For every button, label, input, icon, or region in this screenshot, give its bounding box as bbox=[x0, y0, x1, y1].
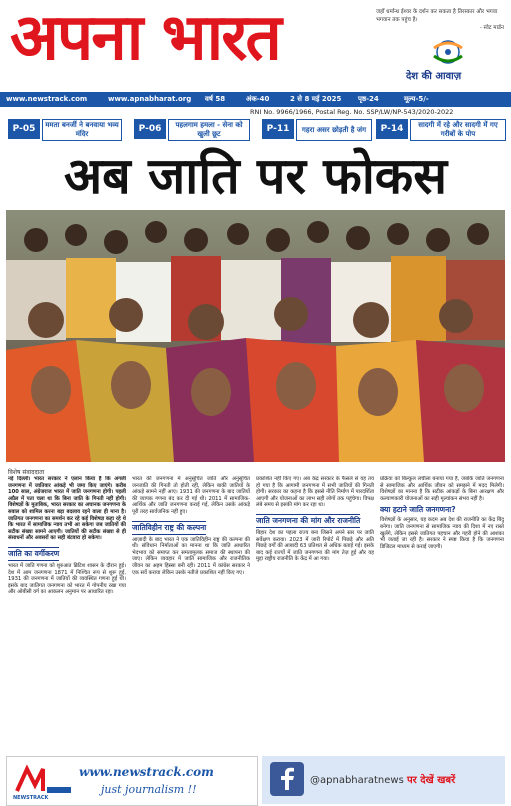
article-paragraph: बिहार देश का पहला राज्य बना जिसने अपने स्तर पर जाति सर्वेक्षण कराया। 2023 में जारी रिपोर्ट में पिछड़े और अति पिछड़े वर्गों की आबादी 63 प्रतिशत से अधिक बताई गई। इसके बाद कई राज्यों में जाति जनगणना की मांग तेज़ हुई और यह मुद्दा राष्ट्रीय राजनीति के केंद्र में आ गया। bbox=[256, 529, 374, 563]
footer-tagline: just journalism !! bbox=[101, 783, 197, 796]
teaser-page-label[interactable]: P-11 bbox=[262, 119, 294, 139]
page-count: पृष्ठ-24 bbox=[358, 95, 379, 103]
teaser-text[interactable]: पहलगाम हमला - सेना को खुली छूट bbox=[168, 119, 250, 141]
main-headline[interactable]: अब जाति पर फोकस bbox=[63, 147, 448, 205]
article-paragraph: विशेषज्ञों के अनुसार, यह कदम अब देश की राजनीति का केंद्र बिंदु बनेगा। जाति जनगणना से सामाजिक न्याय की दिशा में नए रास्ते खुलेंगे, लेकिन इससे जातिगत पहचान और गहरी होने की आशंका भी जताई जा रही है। सरकार ने स्पष्ट किया है कि जनगणना डिजिटल माध्यम से कराई जाएगी। bbox=[380, 517, 504, 550]
article-column-3 bbox=[256, 476, 374, 752]
teaser-strip bbox=[0, 118, 511, 140]
website-link-newstrack[interactable]: www.newstrack.com bbox=[6, 95, 88, 103]
article-subheading: जाति जनगणना की मांग और राजनीति bbox=[256, 514, 360, 528]
teaser-text[interactable]: गहरा असर छोड़ती है जंग bbox=[296, 119, 372, 141]
article-subheading: जातिविहीन राष्ट्र की कल्पना bbox=[132, 521, 206, 535]
article-paragraph: प्रकाशित नहीं किए गए। अब केंद्र सरकार के फैसले से यह तय हो गया है कि आगामी जनगणना में सभी जातियों की गिनती होगी। सरकार का कहना है कि इससे नीति निर्माण में पारदर्शिता आएगी और योजनाओं का लाभ सही लोगों तक पहुंचेगा। विपक्ष लंबे समय से इसकी मांग कर रहा था। bbox=[256, 476, 374, 509]
byline: विशेष संवाददाता bbox=[8, 469, 45, 476]
quote-author: - स्वेट मार्डन bbox=[479, 25, 504, 31]
article-column-4 bbox=[380, 476, 504, 752]
teaser-page-label[interactable]: P-14 bbox=[376, 119, 408, 139]
article-column-1 bbox=[8, 476, 126, 752]
newstrack-logo-text: NEWSTRACK bbox=[13, 795, 49, 801]
quote-text: जहाँ धर्मान्ध ईश्वर के दर्शन कर सकता है तिरस्कार और भगवा भगवान तक पहुंच है। bbox=[376, 9, 498, 23]
article-column-2 bbox=[132, 476, 250, 752]
facebook-icon bbox=[270, 762, 304, 796]
issue-info-bar bbox=[0, 92, 511, 107]
issue-year: वर्ष 58 bbox=[205, 95, 226, 103]
newstrack-logo-icon bbox=[13, 763, 73, 799]
newspaper-logo: अपना भारत bbox=[10, 0, 280, 75]
crowd-photo bbox=[6, 210, 505, 462]
article-paragraph: भारत की जनगणना में अनुसूचित जाति और अनुसूचित जनजाति की गिनती तो होती रही, लेकिन बाकी जातियों के आंकड़े सामने नहीं आए। 1931 की जनगणना के बाद जातियों की व्यापक गणना बंद कर दी गई थी। 2011 में सामाजिक-आर्थिक और जाति जनगणना कराई गई, लेकिन उसके आंकड़े पूरी तरह सार्वजनिक नहीं हुए। bbox=[132, 476, 250, 515]
newstrack-promo[interactable] bbox=[6, 756, 258, 806]
article-subheading: क्या हटाने जाति जनगणना? bbox=[380, 505, 456, 515]
footer-url[interactable]: www.newstrack.com bbox=[79, 765, 214, 779]
facebook-handle[interactable]: @apnabharatnews पर देखें खबरें bbox=[310, 775, 456, 786]
teaser-page-label[interactable]: P-06 bbox=[134, 119, 166, 139]
rni-number: RNI No. 9966/1966, Postal Reg. No. SSP/LW/NP-543/2020-2022 bbox=[250, 108, 454, 116]
masthead bbox=[0, 0, 511, 92]
website-link-apnabharat[interactable]: www.apnabharat.org bbox=[108, 95, 192, 103]
issue-date: 2 से 8 मई 2025 bbox=[290, 95, 342, 103]
article-paragraph: प्रक्रिया को बिल्कुल लचीला बनाया गया है, जबकि जाति जनगणना से सामाजिक और आर्थिक जीवन को समझने में मदद मिलेगी। विशेषज्ञों का मानना है कि सटीक आंकड़ों के बिना आरक्षण और कल्याणकारी योजनाओं का सही मूल्यांकन संभव नहीं है। bbox=[380, 476, 504, 502]
masthead-tagline: देश की आवाज़ bbox=[406, 71, 462, 82]
issue-price: मूल्य-5/- bbox=[404, 95, 429, 103]
facebook-promo[interactable] bbox=[262, 756, 505, 804]
article-subheading: जाति का वर्गीकरण bbox=[8, 547, 59, 561]
tricolor-emblem-icon bbox=[418, 36, 478, 64]
article-paragraph: भारत में जाति गणना को शुरुआत ब्रिटिश शासन के दौरान हुई। देश में आम जनगणना 1871 में निश्चित रूप से शुरू हुई, 1931 की जनगणना में जातियों की व्यवस्थित गणना हुई थी। इसके बाद जातिगत जनगणना को भारत में गोपनीय रखा गया और ओबीसी वर्ग का आकलन अनुमान पर आधारित रहा। bbox=[8, 562, 126, 596]
footer bbox=[0, 756, 511, 806]
masthead-quote bbox=[376, 8, 504, 32]
article-paragraph: नई दिल्ली। भारत सरकार ने एलान किया है कि अगली जनगणना में जातिवार आंकड़े भी जमा किए जाएंगे। करीब 100 साल, अंग्रेजराज भारत में जाति जनगणना होगी। पहली अप्रैल में पता चला था कि बिना जाति के गिनती नहीं होगी। विशेषज्ञों के मुताबिक, भारत सरकार का अचानक जनगणना के सवाल को शामिल करना बड़ा बदलाव रहने वाला ही माना है। जातिगत जनगणना का समर्थन कर रहे कई विशेषज्ञ कहा रहे थे कि भारत में सामाजिक न्याय तभी आ सकेगा जब जातियों की सटीक संख्या सामने आएगी। जातियों की सटीक संख्या से ही संसाधनों और अवसरों का सही बंटवारा हो सकेगा। bbox=[8, 476, 126, 542]
issue-number: अंक-40 bbox=[246, 95, 270, 103]
teaser-page-label[interactable]: P-05 bbox=[8, 119, 40, 139]
article-paragraph: आज़ादी के बाद भारत ने एक जातिविहीन राष्ट्र की कल्पना की थी। संविधान निर्माताओं का मानना था कि जाति आधारित भेदभाव को समाप्त कर समतामूलक समाज की स्थापना की जाए। लेकिन व्यवहार में जाति सामाजिक और राजनीतिक जीवन का अहम हिस्सा बनी रही। 2011 में कांग्रेस सरकार ने एक सर्वे कराया लेकिन उसके नतीजे प्रकाशित नहीं किए गए। bbox=[132, 536, 250, 576]
teaser-text[interactable]: सादगी में रहे और सादगी में गए गरीबों के पोप bbox=[410, 119, 506, 141]
teaser-text[interactable]: ममता बनर्जी ने बनवाया भव्य मंदिर bbox=[42, 119, 122, 141]
